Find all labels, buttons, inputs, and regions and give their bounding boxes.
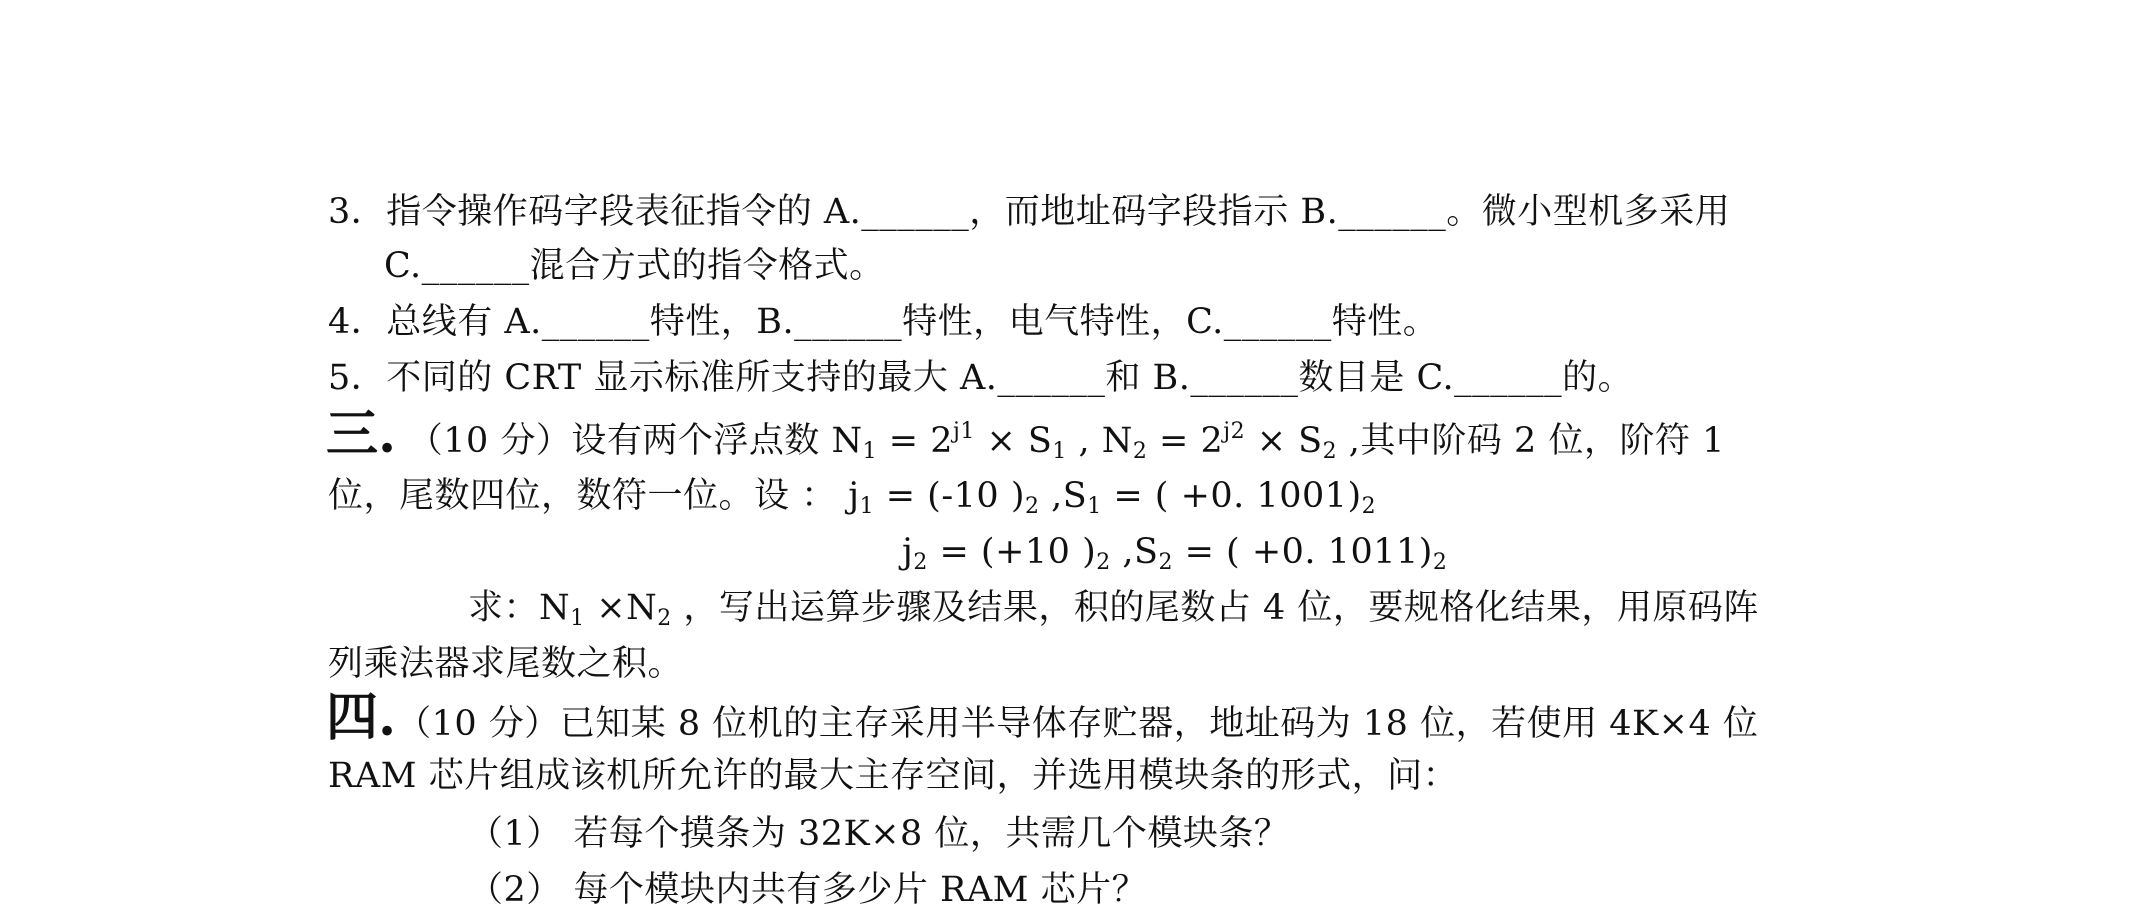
question-3-line-2: C.______混合方式的指令格式。	[384, 246, 885, 286]
s1-subscript: 1	[1087, 494, 1102, 519]
section-3-question-line-2: 列乘法器求尾数之积。	[328, 644, 684, 684]
section-3-line-2	[328, 472, 1376, 531]
equation-part: 求：N	[468, 588, 571, 628]
section-4-line-2: RAM 芯片组成该机所允许的最大主存空间，并选用模块条的形式，问：	[328, 756, 1459, 796]
equation-part: = ( +0. 1011)	[1172, 532, 1433, 572]
s2-subscript: 2	[1322, 439, 1338, 464]
j2-subscript: 2	[913, 550, 928, 575]
question-4-line: 4．总线有 A.______特性，B.______特性，电气特性，C.______特性。	[328, 302, 1439, 342]
section-4-line-1	[326, 687, 1759, 748]
base-subscript: 2	[1096, 550, 1111, 575]
s2-subscript: 2	[1158, 550, 1173, 575]
equation-part: = (+10 )	[927, 532, 1097, 572]
j1-subscript: 1	[859, 494, 875, 519]
question-3-line-1: 3．指令操作码字段表征指令的 A.______，而地址码字段指示 B.______。微小型机多采用	[328, 192, 1731, 232]
n2-subscript: 2	[657, 606, 672, 631]
equation-part: ,S	[1039, 476, 1088, 516]
n2-subscript: 2	[1132, 439, 1148, 464]
base-subscript: 2	[1432, 550, 1448, 575]
section-4-item-1: （1） 若每个摸条为 32K×8 位，共需几个模块条？	[468, 814, 1290, 854]
equation-part: ×N	[584, 588, 658, 628]
equation-part: = ( +0. 1001)	[1101, 476, 1362, 516]
section-3-line-3	[902, 528, 1447, 587]
n1-subscript: 1	[570, 606, 585, 631]
base-subscript: 2	[1361, 494, 1377, 519]
equation-part: , N	[1066, 421, 1133, 461]
equation-part: = (-10 )	[874, 476, 1025, 516]
j2-superscript: j2	[1223, 419, 1246, 444]
section-3-line-1	[326, 404, 1725, 476]
section-3-question	[468, 584, 1759, 643]
equation-part: ,S	[1110, 532, 1159, 572]
equation-part: = 2	[877, 421, 954, 461]
section-4-text: （10 分）已知某 8 位机的主存采用半导体存贮器，地址码为 18 位，若使用 4K×4 位	[396, 704, 1759, 744]
equation-part: × S	[1245, 421, 1323, 461]
section-4-heading: 四.	[326, 687, 397, 748]
equation-part: j	[902, 532, 914, 572]
section-3-heading: 三.	[326, 404, 397, 465]
s1-subscript: 1	[1052, 439, 1067, 464]
j1-superscript: j1	[953, 419, 975, 444]
section-3-intro: （10 分）设有两个浮点数 N	[396, 421, 863, 461]
question-text: ，写出运算步骤及结果，积的尾数占 4 位，要规格化结果，用原码阵	[671, 588, 1759, 628]
equation-part: = 2	[1147, 421, 1224, 461]
section-3-tail: ,其中阶码 2 位，阶符 1	[1337, 421, 1725, 461]
question-5-line: 5．不同的 CRT 显示标准所支持的最大 A.______和 B.______数目是 C.______的。	[328, 358, 1634, 398]
equation-part: 位，尾数四位，数符一位。设 ： j	[328, 476, 860, 516]
n1-subscript: 1	[862, 439, 878, 464]
base-subscript: 2	[1024, 494, 1040, 519]
equation-part: × S	[974, 421, 1053, 461]
section-4-item-2: （2） 每个模块内共有多少片 RAM 芯片？	[468, 870, 1148, 910]
